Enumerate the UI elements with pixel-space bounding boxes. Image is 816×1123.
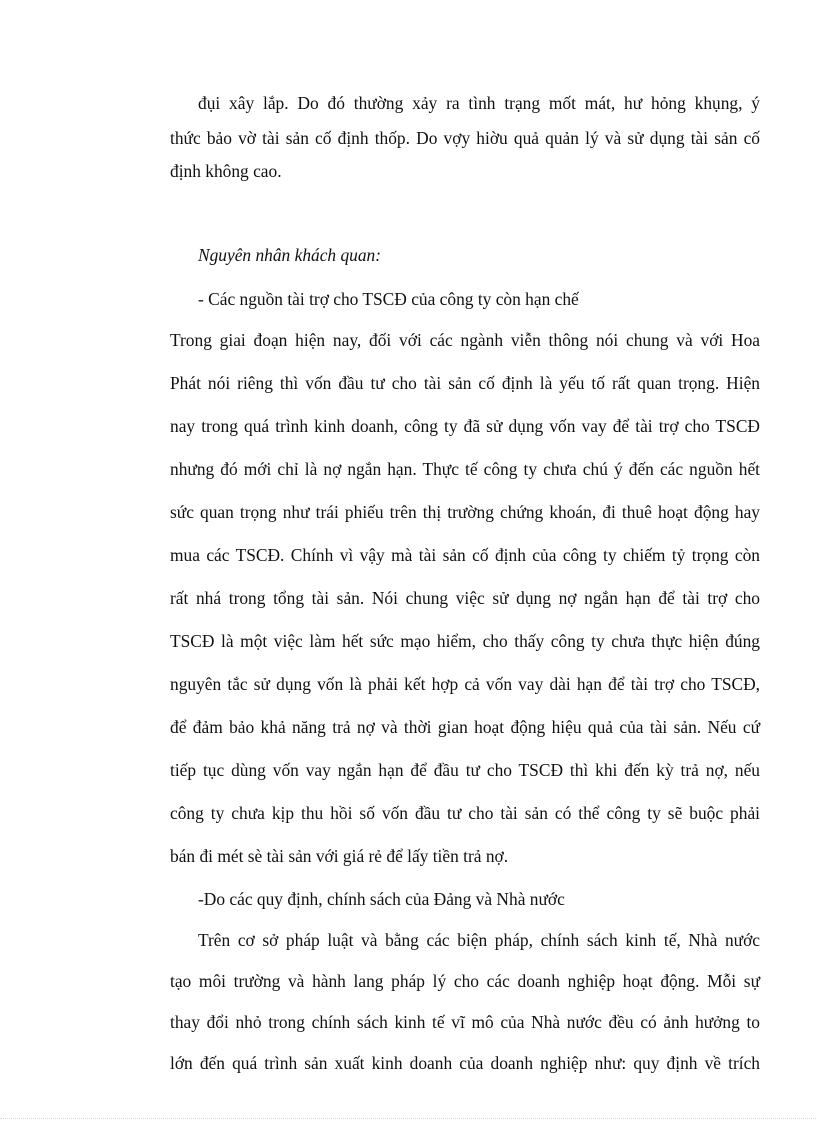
paragraph2-line-3: nay trong quá trình kinh doanh, công ty đã sử dụng vốn vay để tài trợ cho TSCĐ <box>170 416 760 436</box>
paragraph2-line-7: rất nhá trong tổng tài sản. Nói chung việc sử dụng nợ ngắn hạn để tài trợ cho <box>170 588 760 608</box>
cause-heading: Nguyên nhân khách quan: <box>198 245 382 265</box>
paragraph2-line-9: nguyên tắc sử dụng vốn là phải kết hợp cả vốn vay dài hạn để tài trợ cho TSCĐ, <box>170 674 760 694</box>
paragraph2-line-13: bán đi mét sè tài sản với giá rẻ để lấy tiền trả nợ. <box>170 846 509 866</box>
item2-heading: -Do các quy định, chính sách của Đảng và Nhà nước <box>198 889 565 909</box>
paragraph3-line-4: lớn đến quá trình sản xuất kinh doanh của doanh nghiệp như: quy định về trích <box>170 1053 760 1073</box>
item1-heading: - Các nguồn tài trợ cho TSCĐ của công ty còn hạn chế <box>198 289 579 309</box>
paragraph1-line-1: đụi xây lắp. Do đó thường xảy ra tình trạng mốt mát, hư hỏng khụng, ý <box>198 93 760 113</box>
paragraph2-line-12: công ty chưa kịp thu hồi số vốn đầu tư cho tài sản có thể công ty sẽ buộc phải <box>170 803 760 823</box>
paragraph3-line-2: tạo môi trường và hành lang pháp lý cho các doanh nghiệp hoạt động. Mỗi sự <box>170 971 760 991</box>
page-bottom-rule <box>0 1118 816 1119</box>
paragraph3-line-1: Trên cơ sở pháp luật và bằng các biện pháp, chính sách kinh tế, Nhà nước <box>198 930 760 950</box>
paragraph2-line-6: mua các TSCĐ. Chính vì vậy mà tài sản cố định của công ty chiếm tỷ trọng còn <box>170 545 760 565</box>
paragraph3-line-3: thay đổi nhỏ trong chính sách kinh tế vĩ mô của Nhà nước đều có ảnh hưởng to <box>170 1012 760 1032</box>
paragraph2-line-4: nhưng đó mới chỉ là nợ ngắn hạn. Thực tế công ty chưa chú ý đến các nguồn hết <box>170 459 760 479</box>
paragraph1-line-3: định không cao. <box>170 161 282 181</box>
paragraph2-line-5: sức quan trọng như trái phiếu trên thị trường chứng khoán, đi thuê hoạt động hay <box>170 502 760 522</box>
paragraph2-line-10: để đảm bảo khả năng trả nợ và thời gian hoạt động hiệu quả của tài sản. Nếu cứ <box>170 717 760 737</box>
paragraph1-line-2: thức bảo vờ tài sản cố định thốp. Do vợy hiờu quả quản lý và sử dụng tài sản cố <box>170 128 760 148</box>
paragraph2-line-8: TSCĐ là một việc làm hết sức mạo hiểm, cho thấy công ty chưa thực hiện đúng <box>170 631 760 651</box>
paragraph2-line-2: Phát nói riêng thì vốn đầu tư cho tài sản cố định là yếu tố rất quan trọng. Hiện <box>170 373 760 393</box>
paragraph2-line-11: tiếp tục dùng vốn vay ngắn hạn để đầu tư cho TSCĐ thì khi đến kỳ trả nợ, nếu <box>170 760 760 780</box>
paragraph2-line-1: Trong giai đoạn hiện nay, đối với các ngành viễn thông nói chung và với Hoa <box>170 330 760 350</box>
